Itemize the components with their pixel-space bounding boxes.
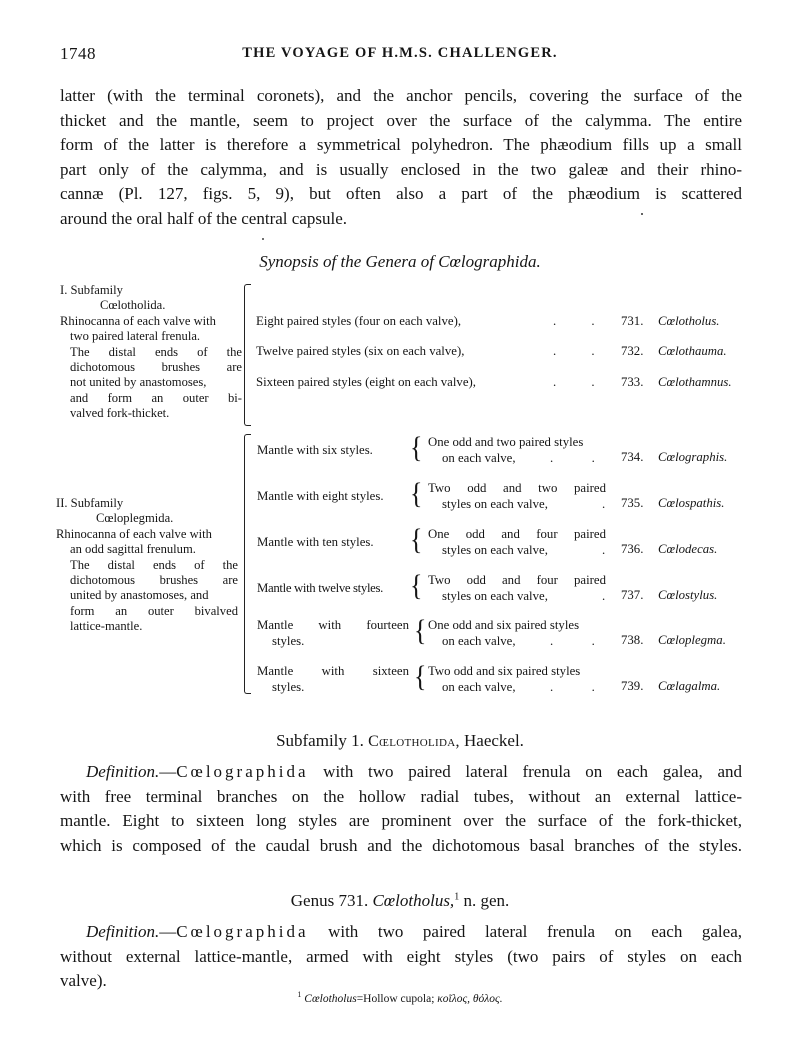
styles-text: One odd and two paired styles <box>428 435 584 449</box>
curly-brace: { <box>410 476 423 511</box>
description-line: valved fork-thicket. <box>70 406 170 421</box>
description-line: dichotomous brushes are <box>70 573 238 588</box>
leader-dots: . <box>602 543 606 557</box>
mantle-text: styles. <box>272 634 305 648</box>
genus-heading-prefix: Genus 731. <box>290 891 369 910</box>
genus-name: Cœlothamnus. <box>658 375 732 389</box>
definition-term: Cœlographida <box>176 922 309 941</box>
text-line: part only of the calymma, and is usually enclosed in the two galeæ and their rhino- <box>60 159 742 179</box>
curly-brace: { <box>410 522 423 557</box>
text-line: around the oral half of the central capsule. <box>60 208 347 228</box>
subfamily-heading <box>60 731 740 751</box>
leader-dots: . . <box>550 680 595 694</box>
curly-brace: { <box>414 613 427 648</box>
genus-number: 738. <box>621 633 644 647</box>
genus-number: 739. <box>621 679 644 693</box>
brace-subfamily-2 <box>244 434 251 694</box>
leader-dots: . . <box>550 451 595 465</box>
description-line: Rhinocanna of each valve with <box>60 313 216 328</box>
subfamily-1-heading: I. Subfamily <box>60 283 123 297</box>
definition-text: with two paired lateral frenula on each galea, and <box>308 762 742 781</box>
subfamily-heading-prefix: Subfamily 1. <box>276 731 364 750</box>
footnote-mark: 1 <box>454 891 460 903</box>
page-number: 1748 <box>60 44 96 63</box>
styles-text: Two odd and six paired styles <box>428 664 581 678</box>
genus-number: 732. <box>621 344 644 358</box>
footnote <box>60 990 740 1005</box>
print-speck <box>641 213 643 215</box>
genus-number: 737. <box>621 588 644 602</box>
print-speck <box>262 238 264 240</box>
description-line: an odd sagittal frenulum. <box>70 542 196 557</box>
footnote-number: 1 <box>297 990 302 999</box>
styles-text: styles on each valve, <box>442 497 548 511</box>
genus-number: 736. <box>621 542 644 556</box>
styles-text: on each valve, <box>442 680 516 694</box>
leader-dots: . . <box>553 344 595 358</box>
synopsis-row-text: Sixteen paired styles (eight on each valve), <box>256 375 476 389</box>
mantle-text: Mantle with twelve styles. <box>257 581 383 595</box>
genus-name: Cœlotholus. <box>658 314 720 328</box>
subfamily-heading-name: Cœlotholida, <box>368 733 460 750</box>
genus-definition <box>60 920 742 994</box>
mantle-text: styles. <box>272 680 305 694</box>
text-line: without external lattice-mantle, armed with eight styles (two pairs of styles on each <box>60 946 742 966</box>
description-line: united by anastomoses, and <box>70 588 209 603</box>
subfamily-heading-author: Haeckel. <box>464 731 524 750</box>
leader-dots: . <box>602 589 606 603</box>
genus-name: Cœlospathis. <box>658 496 725 510</box>
curly-brace: { <box>410 568 423 603</box>
mantle-text: Mantle with six styles. <box>257 443 373 457</box>
leader-dots: . . <box>550 634 595 648</box>
description-line: not united by anastomoses, <box>70 375 207 390</box>
description-line: two paired lateral frenula. <box>70 329 201 344</box>
text-line: which is composed of the caudal brush and the dichotomous basal branches of the styles. <box>60 835 742 855</box>
styles-text: styles on each valve, <box>442 543 548 557</box>
intro-paragraph <box>60 84 742 231</box>
genus-name: Cœlagalma. <box>658 679 721 693</box>
subfamily-1-name: Cœlotholida. <box>100 298 166 313</box>
styles-text: Two odd and two paired <box>428 481 606 495</box>
text-line: cannæ (Pl. 127, figs. 5, 9), but often also a part of the phæodium is scattered <box>60 184 742 203</box>
footnote-greek: κοῖλος, θόλος. <box>437 992 503 1005</box>
genus-number: 733. <box>621 375 644 389</box>
definition-dash: — <box>159 922 177 941</box>
definition-label: Definition. <box>86 762 160 781</box>
footnote-text: =Hollow cupola; <box>356 992 435 1005</box>
description-line: form an outer bivalved <box>70 603 238 618</box>
synopsis-title: Synopsis of the Genera of Cœlographida. <box>259 252 541 271</box>
text-line: latter (with the terminal coronets), and the anchor pencils, covering the surface of the <box>60 86 742 105</box>
definition-label: Definition. <box>86 922 160 941</box>
definition-dash: — <box>159 762 177 781</box>
genus-name: Cœlothauma. <box>658 344 727 358</box>
running-header <box>60 44 740 66</box>
definition-term: Cœlographida <box>176 762 309 781</box>
text-line: mantle. Eight to sixteen long styles are prominent over the surface of the fork-thicket, <box>60 811 742 830</box>
description-line: lattice-mantle. <box>70 619 143 634</box>
styles-text: styles on each valve, <box>442 589 548 603</box>
text-line: form of the latter is therefore a symmetrical polyhedron. The phæodium fills up a small <box>60 135 742 154</box>
subfamily-2-name: Cœloplegmida. <box>96 511 174 526</box>
synopsis-row-text: Eight paired styles (four on each valve), <box>256 314 462 328</box>
description-line: dichotomous brushes are <box>70 360 242 375</box>
genus-number: 735. <box>621 496 644 510</box>
genus-number: 734. <box>621 450 644 464</box>
leader-dots: . . <box>553 314 595 328</box>
curly-brace: { <box>410 430 423 465</box>
mantle-text: Mantle with eight styles. <box>257 489 384 503</box>
genus-heading <box>60 891 740 911</box>
text-line <box>60 920 742 945</box>
mantle-text: Mantle with ten styles. <box>257 535 374 549</box>
text-line: valve). <box>60 971 107 990</box>
description-line: Rhinocanna of each valve with <box>56 526 212 541</box>
subfamily-2-heading: II. Subfamily <box>56 496 124 510</box>
styles-text: One odd and six paired styles <box>428 618 580 632</box>
description-line: and form an outer bi- <box>70 390 242 405</box>
leader-dots: . <box>602 497 606 511</box>
definition-text: with two paired lateral frenula on each galea, <box>308 922 742 941</box>
curly-brace: { <box>414 659 427 694</box>
description-line: The distal ends of the <box>70 557 238 572</box>
mantle-text: Mantle with fourteen <box>257 618 409 632</box>
synopsis-row-text: Twelve paired styles (six on each valve), <box>256 344 465 358</box>
styles-text: on each valve, <box>442 451 516 465</box>
subfamily-1-description <box>60 283 242 422</box>
running-title: THE VOYAGE OF H.M.S. CHALLENGER. <box>242 45 558 61</box>
text-line: with free terminal branches on the hollow radial tubes, without an external lattice- <box>60 786 742 806</box>
genus-name: Cœlographis. <box>658 450 728 464</box>
genus-number: 731. <box>621 314 644 328</box>
styles-text: on each valve, <box>442 634 516 648</box>
subfamily-2-description <box>56 496 238 635</box>
subfamily-definition <box>60 760 742 858</box>
leader-dots: . . <box>553 375 595 389</box>
brace-subfamily-1 <box>244 284 251 426</box>
genus-name: Cœloplegma. <box>658 633 726 647</box>
genus-name: Cœlostylus. <box>658 588 718 602</box>
description-line: The distal ends of the <box>70 344 242 359</box>
styles-text: Two odd and four paired <box>428 573 606 587</box>
genus-heading-suffix: n. gen. <box>463 891 510 910</box>
genus-name: Cœlodecas. <box>658 542 718 556</box>
footnote-term: Cœlotholus <box>304 992 357 1005</box>
text-line <box>60 760 742 785</box>
mantle-text: Mantle with sixteen <box>257 664 409 678</box>
text-line: thicket and the mantle, seem to project over the surface of the calymma. The entire <box>60 110 742 130</box>
styles-text: One odd and four paired <box>428 527 606 541</box>
genus-heading-name: Cœlotholus, <box>372 891 455 910</box>
